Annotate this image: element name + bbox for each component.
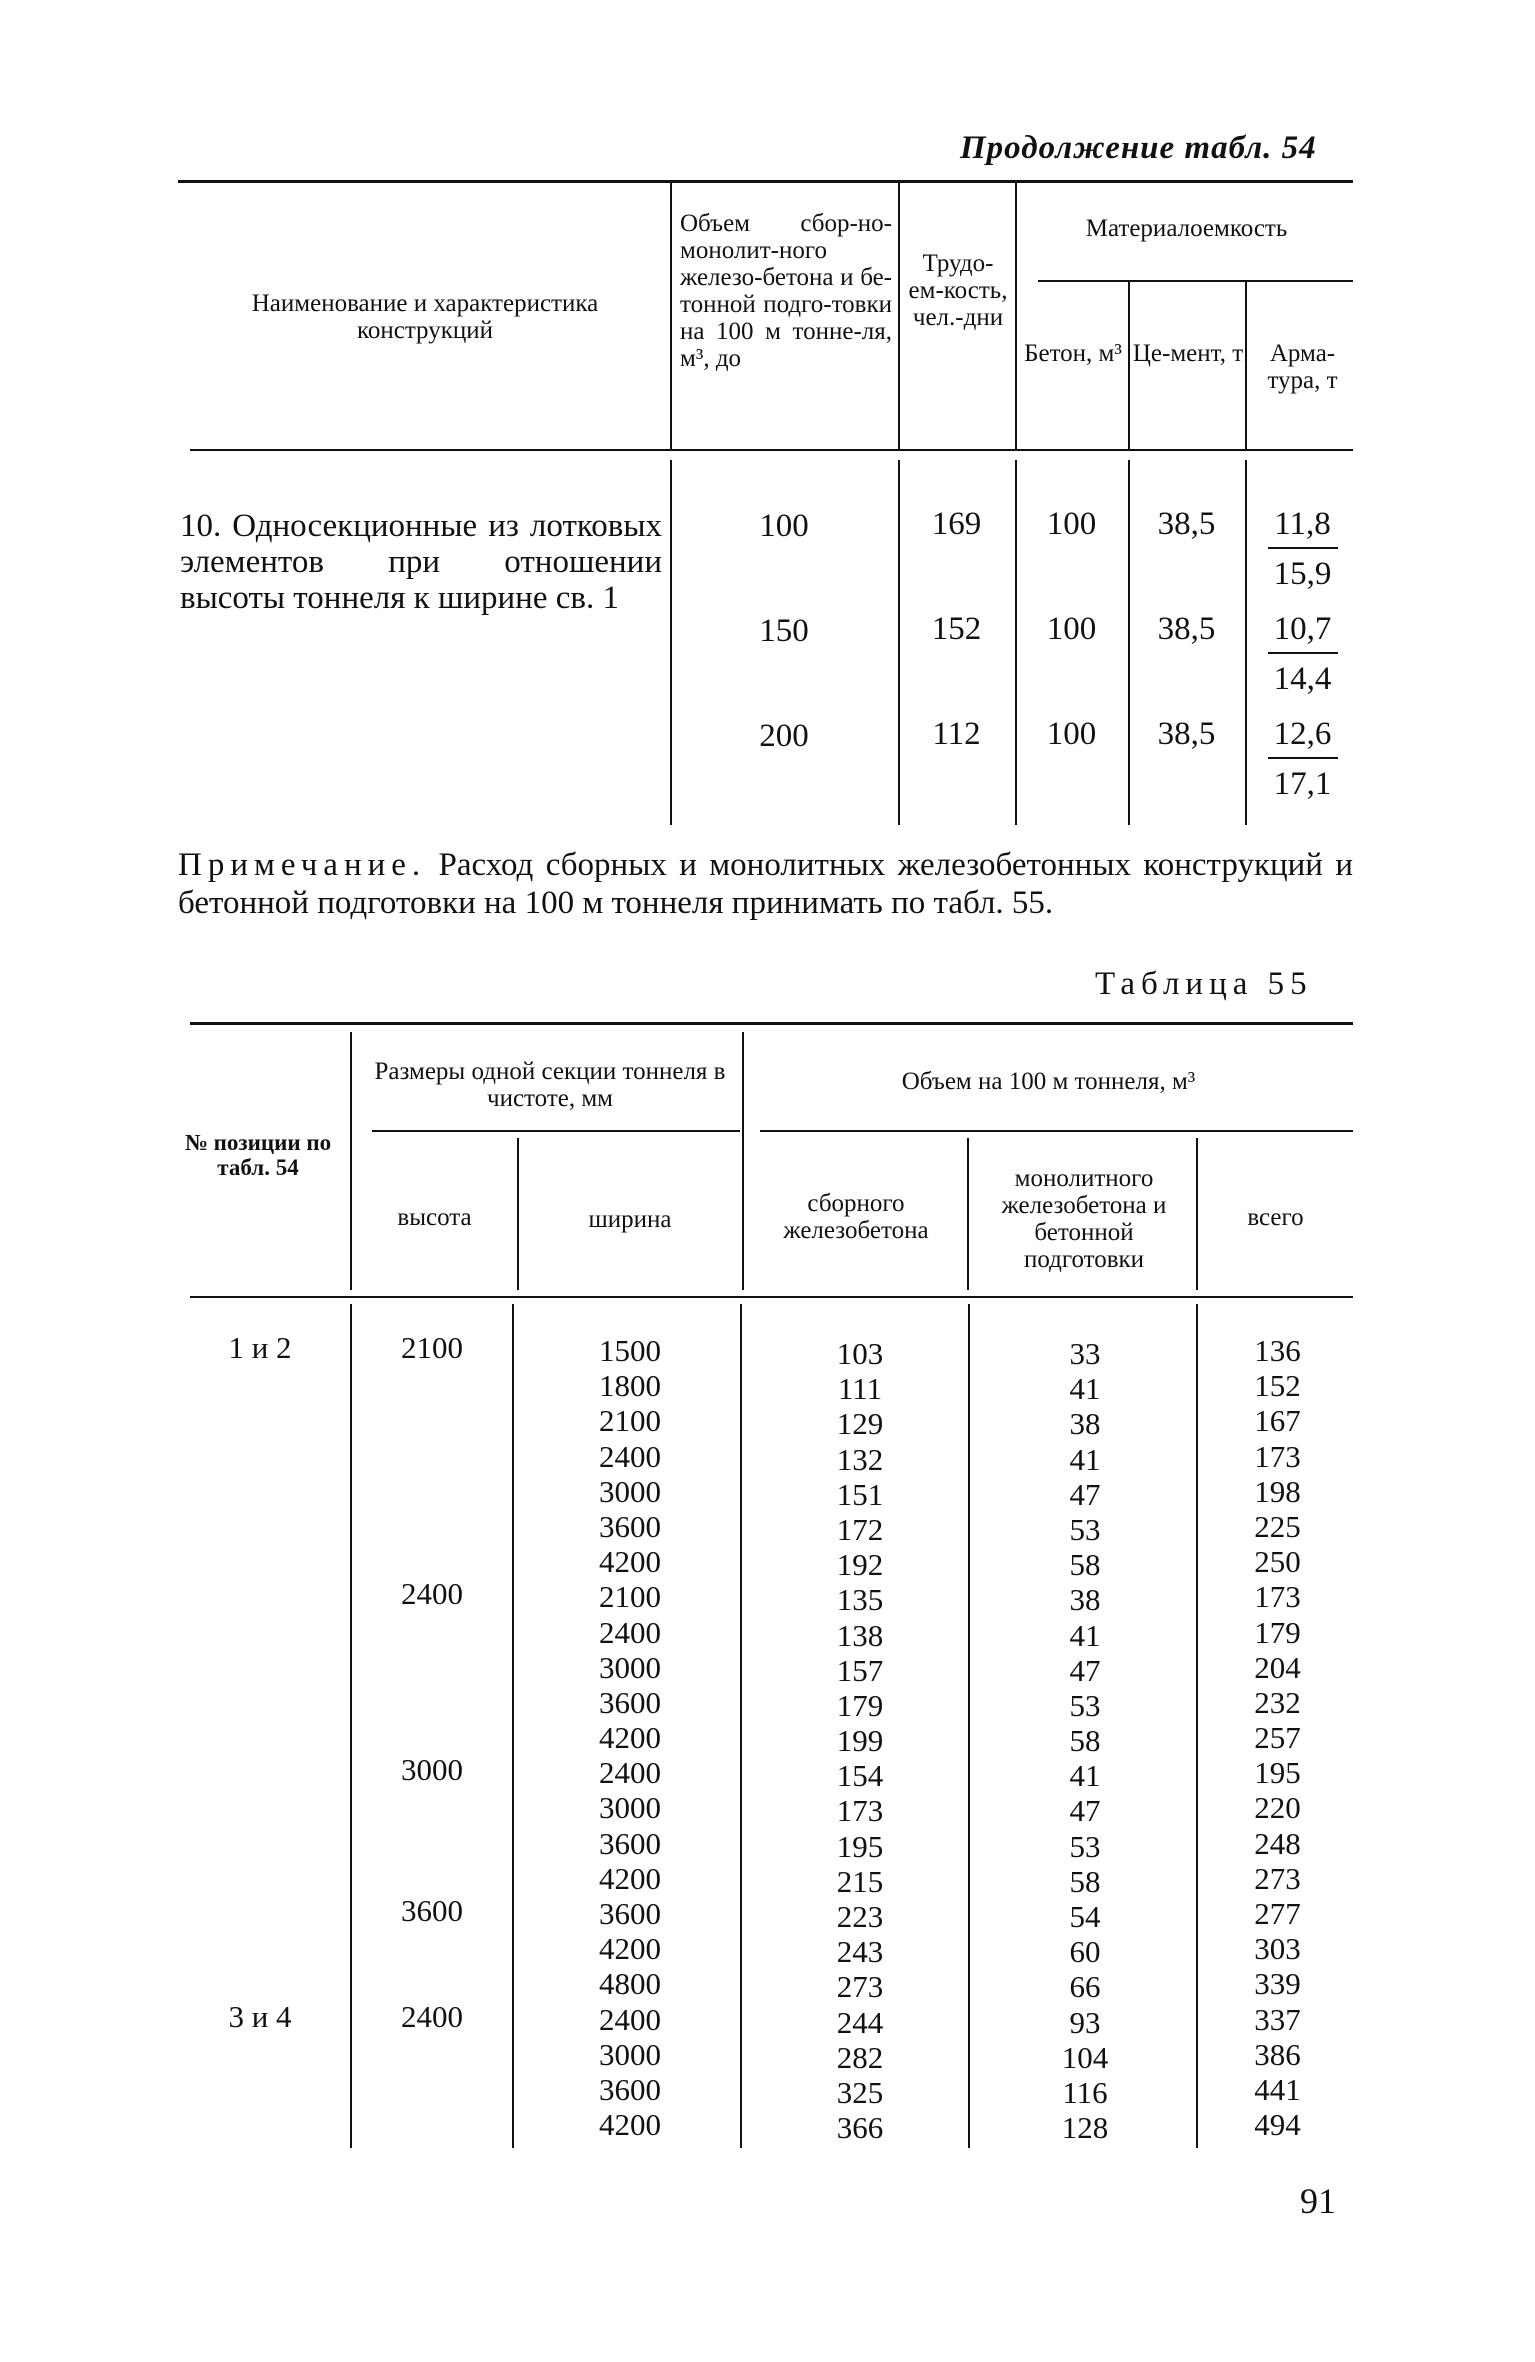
- monolithic-cell: 60: [1069, 1934, 1101, 1970]
- total-cell: 277: [1254, 1896, 1301, 1931]
- table55-vline-1: [350, 1032, 352, 1290]
- position-cell-empty: [175, 2104, 345, 2139]
- rebar-bottom-value: 15,9: [1273, 556, 1332, 592]
- width-cell: 2100: [599, 1579, 661, 1615]
- table54-top-rule: [178, 180, 1353, 183]
- column-widths: [555, 1333, 705, 2142]
- total-cell: 173: [1254, 1579, 1301, 1615]
- total-cell: 250: [1254, 1544, 1301, 1580]
- table54-vline-1: [670, 183, 672, 449]
- width-cell: 2400: [599, 2001, 661, 2037]
- position-cell-empty: [175, 1400, 345, 1435]
- volume-value: 200: [759, 718, 809, 754]
- total-cell: 220: [1254, 1790, 1301, 1826]
- position-cell-empty: [175, 1858, 345, 1893]
- labor-value: 112: [932, 716, 981, 752]
- precast-cell: 157: [836, 1652, 884, 1688]
- rebar-bottom-value: 14,4: [1273, 661, 1332, 697]
- height-cell: 2100: [401, 1330, 463, 1365]
- width-cell: 3000: [599, 2036, 661, 2072]
- cement-value: 38,5: [1157, 611, 1216, 647]
- height-cell-empty: [352, 1823, 512, 1858]
- table54-vline-4: [1128, 282, 1130, 449]
- height-cell-empty: [352, 1541, 512, 1576]
- precast-cell: 243: [836, 1934, 884, 1970]
- table54-materials-rule: [1038, 280, 1353, 282]
- monolithic-cell: 41: [1069, 1371, 1101, 1407]
- header-precast: сборного железобетона: [783, 1190, 929, 1244]
- height-cell: 2400: [401, 1998, 463, 2034]
- total-cell: 273: [1254, 1860, 1301, 1896]
- header-total: всего: [1247, 1204, 1304, 1231]
- position-cell-empty: [175, 1963, 345, 1998]
- total-cell: 232: [1254, 1684, 1301, 1720]
- precast-cell: 195: [836, 1828, 884, 1864]
- header-rebar: Арма-тура, т: [1267, 340, 1338, 394]
- position-cell-empty: [175, 1682, 345, 1717]
- precast-cell: 179: [836, 1687, 884, 1723]
- height-cell-empty: [352, 1400, 512, 1435]
- precast-cell: 192: [836, 1547, 884, 1583]
- total-cell: 441: [1254, 2071, 1301, 2107]
- height-cell-empty: [352, 1471, 512, 1506]
- precast-cell: 132: [836, 1441, 884, 1477]
- position-cell-empty: [175, 1506, 345, 1541]
- monolithic-cell: 38: [1069, 1582, 1101, 1618]
- total-cell: 173: [1254, 1438, 1301, 1474]
- width-cell: 3600: [599, 1508, 661, 1544]
- precast-cell: 172: [836, 1511, 884, 1547]
- table55-body-vline-3: [740, 1304, 742, 2148]
- width-cell: 4200: [599, 1860, 661, 1896]
- table55-body-vline-5: [1196, 1304, 1198, 2148]
- monolithic-cell: 58: [1069, 1547, 1101, 1583]
- precast-cell: 244: [836, 2004, 884, 2040]
- precast-cell: 223: [836, 1899, 884, 1934]
- position-cell-empty: [175, 2034, 345, 2069]
- table55-volume-rule: [760, 1130, 1353, 1132]
- width-cell: 3600: [599, 2071, 661, 2107]
- table54-vline-2: [898, 183, 900, 449]
- position-cell: 3 и 4: [228, 1998, 292, 2034]
- precast-cell: 366: [836, 2110, 884, 2146]
- width-cell: 2400: [599, 1614, 661, 1650]
- table55-top-rule: [190, 1022, 1353, 1025]
- position-cell-empty: [175, 1787, 345, 1822]
- monolithic-cell: 41: [1069, 1617, 1101, 1653]
- monolithic-cell: 54: [1069, 1899, 1101, 1934]
- monolithic-cell: 47: [1069, 1793, 1101, 1829]
- cement-value: 38,5: [1157, 716, 1216, 752]
- column-positions: [175, 1330, 345, 2139]
- height-cell-empty: [352, 1787, 512, 1822]
- monolithic-cell: 58: [1069, 1723, 1101, 1759]
- table54-body-vline-5: [1245, 460, 1247, 825]
- header-name: Наименование и характеристика конструкций: [251, 290, 599, 344]
- width-cell: 4200: [599, 1544, 661, 1580]
- rebar-top-value: 11,8: [1274, 506, 1331, 542]
- precast-cell: 135: [836, 1582, 884, 1618]
- total-cell: 257: [1254, 1720, 1301, 1756]
- width-cell: 4800: [599, 1966, 661, 2002]
- rebar-fraction-line: [1268, 757, 1338, 759]
- header-monolithic: монолитного железобетона и бетонной подготовки: [1001, 1165, 1167, 1273]
- width-cell: 3600: [599, 1684, 661, 1720]
- monolithic-cell: 116: [1062, 2074, 1108, 2110]
- header-labor: Трудо-ем-кость, чел.-дни: [908, 250, 1008, 331]
- table55-vline-4: [967, 1138, 969, 1290]
- height-cell-empty: [352, 1365, 512, 1400]
- monolithic-cell: 66: [1069, 1969, 1101, 2005]
- height-cell-empty: [352, 1436, 512, 1471]
- height-cell-empty: [352, 1612, 512, 1647]
- total-cell: 179: [1254, 1614, 1301, 1650]
- precast-cell: 325: [836, 2074, 884, 2110]
- total-cell: 337: [1254, 2001, 1301, 2037]
- position-cell-empty: [175, 1893, 345, 1928]
- table-55-title: Таблица 55: [1095, 966, 1313, 1002]
- volume-value: 150: [759, 613, 809, 649]
- header-section-size: Размеры одной секции тоннеля в чистоте, мм: [374, 1058, 726, 1112]
- table55-body-vline-4: [968, 1304, 970, 2148]
- table54-vline-3: [1015, 183, 1017, 449]
- monolithic-cell: 104: [1061, 2039, 1109, 2075]
- height-cell-empty: [352, 1717, 512, 1752]
- precast-cell: 151: [836, 1476, 884, 1512]
- total-cell: 136: [1254, 1333, 1301, 1368]
- monolithic-cell: 58: [1069, 1863, 1101, 1899]
- labor-value: 169: [931, 506, 982, 542]
- precast-cell: 199: [836, 1723, 884, 1759]
- width-cell: 4200: [599, 1931, 661, 1967]
- height-cell: 3600: [401, 1893, 463, 1928]
- width-cell: 4200: [599, 2107, 661, 2143]
- monolithic-cell: 47: [1069, 1476, 1101, 1512]
- precast-cell: 173: [836, 1793, 884, 1829]
- position-cell-empty: [175, 1365, 345, 1400]
- note-label: Примечание.: [178, 847, 427, 883]
- monolithic-cell: 33: [1069, 1336, 1101, 1371]
- monolithic-cell: 38: [1069, 1406, 1101, 1442]
- total-cell: 198: [1254, 1473, 1301, 1509]
- monolithic-cell: 128: [1061, 2110, 1109, 2146]
- position-cell-empty: [175, 1928, 345, 1963]
- width-cell: 3600: [599, 1825, 661, 1861]
- total-cell: 303: [1254, 1931, 1301, 1967]
- monolithic-cell: 93: [1069, 2004, 1101, 2040]
- height-cell: 2400: [401, 1576, 463, 1612]
- table55-body-vline-2: [512, 1304, 514, 2148]
- monolithic-cell: 41: [1069, 1758, 1101, 1794]
- column-heights: [352, 1330, 512, 2139]
- monolithic-cell: 41: [1069, 1441, 1101, 1477]
- note-text: Расход сборных и монолитных железобетонных конструкций и бетонной подготовки на 100 м тоннеля принимать по табл. 55.: [178, 847, 1353, 921]
- total-cell: 339: [1254, 1966, 1301, 2002]
- width-cell: 2100: [599, 1403, 661, 1439]
- position-cell-empty: [175, 1576, 345, 1611]
- height-cell-empty: [352, 1647, 512, 1682]
- header-concrete: Бетон, м³: [1024, 340, 1122, 367]
- monolithic-cell: 47: [1069, 1652, 1101, 1688]
- height-cell-empty: [352, 1928, 512, 1963]
- height-cell-empty: [352, 1963, 512, 1998]
- header-materials: Материалоемкость: [1085, 215, 1288, 242]
- total-cell: 195: [1254, 1755, 1301, 1791]
- total-cell: 248: [1254, 1825, 1301, 1861]
- continuation-caption: Продолжение табл. 54: [960, 130, 1317, 166]
- header-volume: Объем на 100 м тоннеля, м³: [901, 1068, 1196, 1095]
- concrete-value: 100: [1046, 506, 1097, 542]
- position-cell-empty: [175, 1717, 345, 1752]
- column-precast: [770, 1336, 950, 2145]
- cement-value: 38,5: [1157, 506, 1216, 542]
- table54-vline-5: [1245, 282, 1247, 449]
- precast-cell: 138: [836, 1617, 884, 1653]
- height-cell-empty: [352, 2069, 512, 2104]
- header-height: высота: [397, 1204, 472, 1231]
- monolithic-cell: 53: [1069, 1828, 1101, 1864]
- precast-cell: 273: [836, 1969, 884, 2005]
- table55-header-bottom-rule: [190, 1296, 1353, 1298]
- position-cell-empty: [175, 2069, 345, 2104]
- precast-cell: 129: [836, 1406, 884, 1442]
- table55-size-rule: [372, 1130, 740, 1132]
- position-cell-empty: [175, 1647, 345, 1682]
- total-cell: 225: [1254, 1508, 1301, 1544]
- total-cell: 152: [1254, 1368, 1301, 1404]
- precast-cell: 103: [836, 1336, 884, 1371]
- width-cell: 3600: [599, 1896, 661, 1931]
- volume-value: 100: [759, 508, 809, 544]
- page-number: 91: [1300, 2181, 1336, 2221]
- precast-cell: 111: [837, 1371, 883, 1407]
- column-monolithic: [995, 1336, 1175, 2145]
- rebar-bottom-value: 17,1: [1273, 766, 1332, 802]
- width-cell: 3000: [599, 1649, 661, 1685]
- rebar-fraction-line: [1268, 547, 1338, 549]
- monolithic-cell: 53: [1069, 1687, 1101, 1723]
- height-cell: 3000: [401, 1752, 463, 1788]
- total-cell: 204: [1254, 1649, 1301, 1685]
- height-cell-empty: [352, 1506, 512, 1541]
- total-cell: 494: [1254, 2107, 1301, 2143]
- precast-cell: 282: [836, 2039, 884, 2075]
- position-cell-empty: [175, 1612, 345, 1647]
- concrete-value: 100: [1046, 716, 1097, 752]
- width-cell: 2400: [599, 1438, 661, 1474]
- position-cell-empty: [175, 1541, 345, 1576]
- row-name: 10. Односекционные из лотковых элементов при отношении высоты тоннеля к ширине св. 1: [180, 508, 662, 616]
- width-cell: 3000: [599, 1790, 661, 1826]
- rebar-top-value: 12,6: [1273, 716, 1332, 752]
- precast-cell: 154: [836, 1758, 884, 1794]
- labor-value: 152: [931, 611, 982, 647]
- width-cell: 1800: [599, 1368, 661, 1404]
- header-width: ширина: [588, 1206, 672, 1233]
- table54-header-bottom-rule: [190, 449, 1353, 451]
- height-cell-empty: [352, 1858, 512, 1893]
- position-cell-empty: [175, 1823, 345, 1858]
- header-volume: Объем сбор-но-монолит-ного железо-бетона и бе-тонной подго-товки на 100 м тонне-ля, м³, до: [680, 210, 892, 372]
- position-cell-empty: [175, 1436, 345, 1471]
- width-cell: 3000: [599, 1473, 661, 1509]
- concrete-value: 100: [1046, 611, 1097, 647]
- monolithic-cell: 53: [1069, 1511, 1101, 1547]
- position-cell-empty: [175, 1752, 345, 1787]
- total-cell: 386: [1254, 2036, 1301, 2072]
- table-note: [178, 846, 1353, 922]
- header-cement: Це-мент, т: [1132, 340, 1244, 367]
- precast-cell: 215: [836, 1863, 884, 1899]
- position-cell-empty: [175, 1471, 345, 1506]
- rebar-top-value: 10,7: [1273, 611, 1332, 647]
- width-cell: 1500: [599, 1333, 661, 1368]
- total-cell: 167: [1254, 1403, 1301, 1439]
- height-cell-empty: [352, 2104, 512, 2139]
- width-cell: 2400: [599, 1755, 661, 1791]
- height-cell-empty: [352, 2034, 512, 2069]
- rebar-fraction-line: [1268, 652, 1338, 654]
- position-cell: 1 и 2: [228, 1330, 292, 1365]
- header-position: № позиции по табл. 54: [184, 1130, 332, 1180]
- width-cell: 4200: [599, 1720, 661, 1756]
- height-cell-empty: [352, 1682, 512, 1717]
- column-total: [1200, 1333, 1355, 2142]
